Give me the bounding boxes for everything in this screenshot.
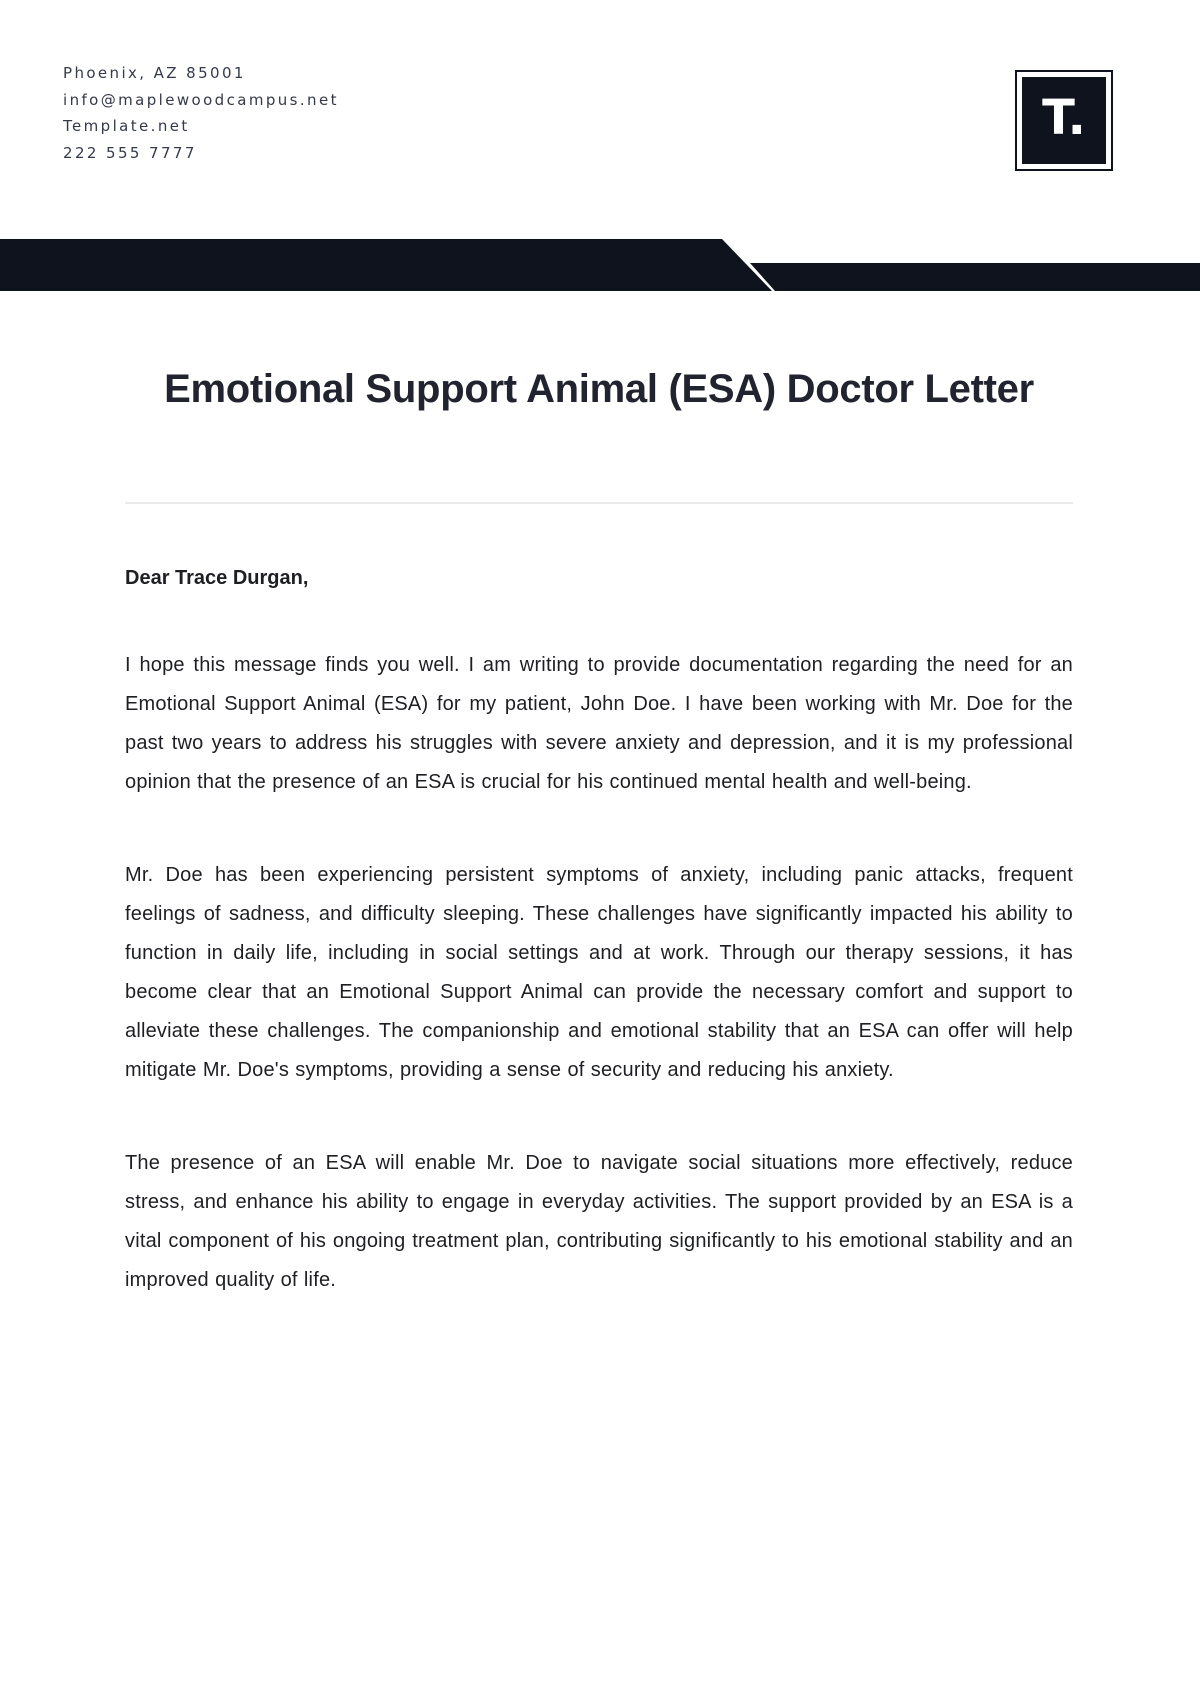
- banner-stripe: [0, 239, 1200, 291]
- letter-body: [125, 362, 1073, 1300]
- paragraph-2: Mr. Doe has been experiencing persistent symptoms of anxiety, including panic attacks, frequent feelings of sadness, and difficulty sleeping. These challenges have significantly impacted his ability to function in daily life, including in social settings and at work. Through our therapy sessions, it has become clear that an Emotional Support Animal can provide the necessary comfort and support to alleviate these challenges. The companionship and emotional stability that an ESA can offer will help mitigate Mr. Doe's symptoms, providing a sense of security and reducing his anxiety.: [125, 864, 1073, 1081]
- page-title: Emotional Support Animal (ESA) Doctor Letter: [164, 367, 1034, 411]
- contact-phone: 222 555 7777: [63, 143, 197, 162]
- paragraph-3: The presence of an ESA will enable Mr. Doe to navigate social situations more effectively, reduce stress, and enhance his ability to engage in everyday activities. The support provided by an ESA is a vital component of his ongoing treatment plan, contributing significantly to his emotional stability and an improved quality of life.: [125, 1152, 1073, 1291]
- banner-right-band: [750, 263, 1200, 291]
- brand-logo-letter: T.: [1042, 89, 1086, 146]
- contact-email: info@maplewoodcampus.net: [63, 90, 339, 109]
- brand-logo: [1015, 70, 1113, 171]
- contact-address: Phoenix, AZ 85001: [63, 64, 246, 82]
- contact-block: [63, 60, 339, 166]
- paragraph-1: I hope this message finds you well. I am writing to provide documentation regarding the need for an Emotional Support Animal (ESA) for my patient, John Doe. I have been working with Mr. Doe for the past two years to address his struggles with severe anxiety and depression, and it is my professional opinion that the presence of an ESA is crucial for his continued mental health and well-being.: [125, 654, 1073, 793]
- contact-website: Template.net: [63, 117, 190, 135]
- divider-line: [125, 502, 1073, 504]
- banner-left-band: [0, 239, 772, 291]
- greeting: Dear Trace Durgan,: [125, 567, 309, 589]
- brand-logo-icon: [1022, 77, 1106, 164]
